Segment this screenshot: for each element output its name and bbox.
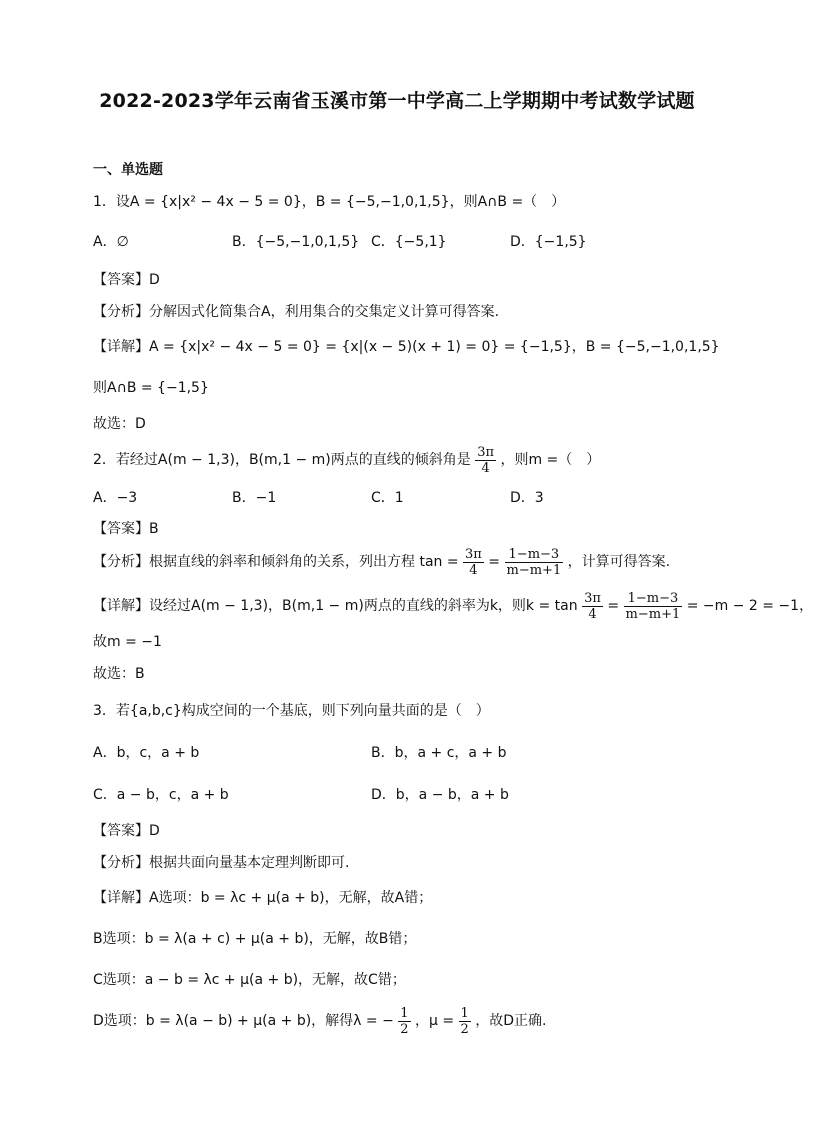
q2-option-d: D．3 (510, 490, 544, 506)
document-title: 2022-2023学年云南省玉溪市第一中学高二上学期期中考试数学试题 (99, 90, 695, 112)
q3-analysis: 【分析】根据共面向量基本定理判断即可. (93, 855, 350, 871)
q3-detail-d-text-mid: ，μ = (415, 1013, 455, 1029)
q2-detail-fraction-2 (624, 591, 683, 622)
q2-choice: 故选：B (93, 666, 145, 682)
q2-analysis-fraction-2-num: 1−m−3 (505, 547, 564, 563)
q3-detail-a: 【详解】A选项：b = λc + μ(a + b)，无解，故A错； (93, 890, 433, 906)
q2-conclusion: 故m = −1 (93, 634, 162, 650)
q3-detail-c: C选项：a − b = λc + μ(a + b)，无解，故C错； (93, 972, 406, 988)
q2-analysis-fraction-1 (463, 547, 484, 578)
q2-detail-text-a: 【详解】设经过A(m − 1,3)，B(m,1 − m)两点的直线的斜率为k，则k = tan (93, 598, 578, 614)
q2-stem (93, 443, 600, 477)
q1-analysis: 【分析】分解因式化简集合A，利用集合的交集定义计算可得答案. (93, 304, 500, 320)
q3-detail-b: B选项：b = λ(a + c) + μ(a + b)，无解，故B错； (93, 931, 417, 947)
q3-answer: 【答案】D (93, 823, 160, 839)
q3-detail-d-fraction-2 (459, 1006, 471, 1037)
q3-detail-d-fraction-2-num: 1 (460, 1005, 469, 1021)
q3-detail-d-text-b: ，故D正确. (475, 1013, 547, 1029)
q1-option-c: C．{−5,1} (371, 234, 447, 250)
q2-stem-text-b: ，则m =（ ） (500, 452, 601, 468)
q3-detail-d (93, 1004, 547, 1038)
q3-option-c: C．a − b，c，a + b (93, 787, 229, 803)
q2-detail-fraction-1 (582, 591, 603, 622)
q2-option-a: A．−3 (93, 490, 138, 506)
q1-option-a: A．∅ (93, 234, 129, 250)
q2-analysis-fraction-2-den: m−m+1 (506, 562, 562, 578)
q3-detail-d-fraction-2-den: 2 (460, 1021, 469, 1037)
q2-analysis-fraction-2 (505, 547, 564, 578)
section-heading: 一、单选题 (93, 162, 163, 178)
q2-stem-text-a: 2．若经过A(m − 1,3)，B(m,1 − m)两点的直线的倾斜角是 (93, 452, 471, 468)
q1-option-d: D．{−1,5} (510, 234, 587, 250)
q2-detail-fraction-1-num: 3π (584, 590, 601, 606)
q3-stem: 3．若{a,b,c}构成空间的一个基底，则下列向量共面的是（ ） (93, 703, 490, 719)
q3-detail-d-text-a: D选项：b = λ(a − b) + μ(a + b)，解得λ = − (93, 1013, 394, 1029)
q1-stem: 1．设A = {x|x² − 4x − 5 = 0}，B = {−5,−1,0,1,5}，则A∩B =（ ） (93, 194, 566, 210)
q1-choice: 故选：D (93, 416, 146, 432)
q1-answer: 【答案】D (93, 272, 160, 288)
q3-option-b: B．b，a + c，a + b (371, 745, 507, 761)
q2-analysis-fraction-1-den: 4 (469, 562, 478, 578)
q2-stem-fraction-den: 4 (481, 460, 490, 476)
q2-detail-fraction-2-num: 1−m−3 (624, 591, 683, 607)
q2-analysis-text-b: ，计算可得答案. (567, 554, 671, 570)
q2-analysis: 【分析】根据直线的斜率和倾斜角的关系，列出方程 tan = $\frac{3\pi}{4}$ = $\frac{1-m-3}{m-m+1}$ ，计算可得答案. (93, 546, 671, 578)
q2-detail-text-b: = −m − 2 = −1， (686, 598, 813, 614)
q2-analysis-text-a: 【分析】根据直线的斜率和倾斜角的关系，列出方程 tan (93, 554, 443, 570)
q2-answer: 【答案】B (93, 521, 159, 537)
q3-detail-d-fraction-1-num: 1 (400, 1005, 409, 1021)
q2-stem-fraction-num: 3π (477, 444, 495, 460)
q1-conclusion: 则A∩B = {−1,5} (93, 380, 209, 396)
q2-analysis-fraction-1-num: 3π (465, 546, 482, 562)
q2-option-c: C．1 (371, 490, 404, 506)
q1-option-b: B．{−5,−1,0,1,5} (232, 234, 360, 250)
q2-stem-fraction (475, 445, 496, 476)
q3-detail-d-fraction-1 (398, 1006, 410, 1037)
q3-option-d: D．b，a − b，a + b (371, 787, 509, 803)
q1-detail: 【详解】A = {x|x² − 4x − 5 = 0} = {x|(x − 5)(x + 1) = 0} = {−1,5}，B = {−5,−1,0,1,5} (93, 339, 720, 355)
q3-detail-d-fraction-1-den: 2 (400, 1021, 409, 1037)
q2-option-b: B．−1 (232, 490, 277, 506)
q3-option-a: A．b，c，a + b (93, 745, 200, 761)
q2-detail-fraction-1-den: 4 (588, 606, 597, 622)
q2-detail-fraction-2-den: m−m+1 (625, 606, 681, 622)
q2-detail: 【详解】设经过A(m − 1,3)，B(m,1 − m)两点的直线的斜率为k，则k = tan $\frac{3\pi}{4}$ = $\frac{1-m-3}{m-m+1}$ = −m − 2 = −1， (93, 590, 813, 622)
